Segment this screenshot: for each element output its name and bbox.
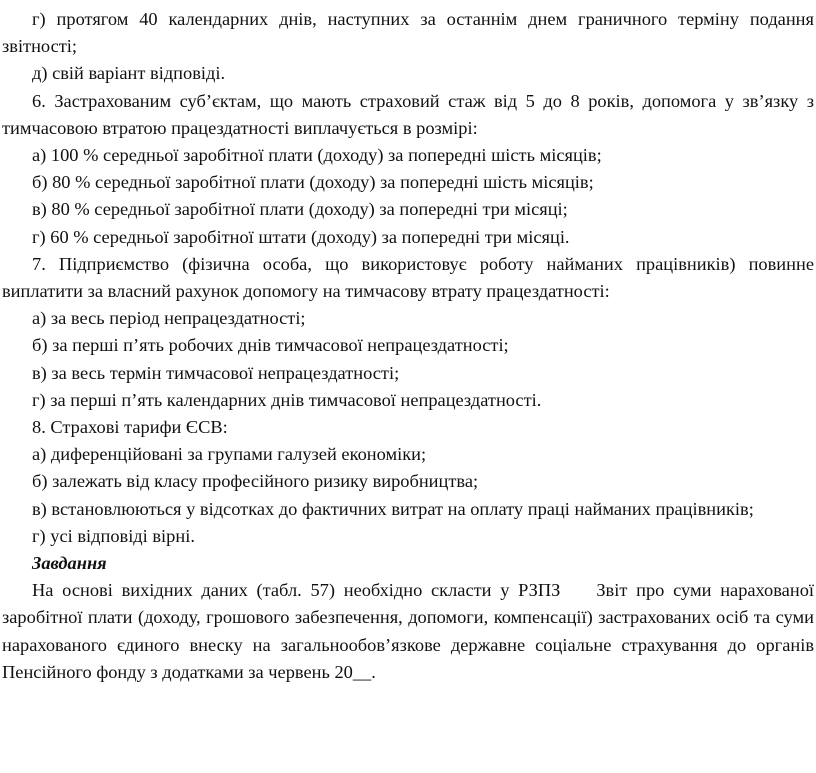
question-6-option-b: б) 80 % середньої заробітної плати (доходу) за попередні шість місяців; (32, 172, 594, 193)
document-page (2, 6, 814, 686)
answer-option-d: д) свій варіант відповіді. (32, 63, 226, 84)
question-6-option-a: а) 100 % середньої заробітної плати (доходу) за попередні шість місяців; (32, 145, 602, 166)
task-text-part1: На основі вихідних даних (табл. 57) необхідно скласти у РЗПЗ (32, 580, 561, 601)
question-8-option-a: а) диференційовані за групами галузей економіки; (32, 444, 427, 465)
question-8-option-g: г) усі відповіді вірні. (32, 525, 195, 546)
question-8-option-b: б) залежать від класу професійного ризику виробництва; (32, 471, 479, 492)
question-8-option-v: в) встановлюються у відсотках до фактичних витрат на оплату праці найманих працівників; (32, 498, 754, 519)
question-7-option-a: а) за весь період непрацездатності; (32, 308, 306, 329)
question-6-option-v: в) 80 % середньої заробітної плати (доходу) за попередні три місяці; (32, 199, 568, 220)
task-text (2, 577, 814, 686)
task-text-part2: Звіт про суми нарахованої заробітної плати (доходу, грошового забезпечення, допомоги, компенсації) застрахованих осіб та суми нарахованого єдиного внеску на загальнообов’язкове державне соціальне страхування до органів Пенсійного фонду з додатками за червень 20__. (2, 580, 814, 682)
question-7-option-g: г) за перші п’ять календарних днів тимчасової непрацездатності. (32, 389, 542, 410)
question-7-option-b: б) за перші п’ять робочих днів тимчасової непрацездатності; (32, 335, 509, 356)
question-6: 6. Застрахованим суб’єктам, що мають страховий стаж від 5 до 8 років, допомога у зв’язку з тимчасовою втратою працездатності виплачується в розмірі: (2, 90, 814, 138)
question-8: 8. Страхові тарифи ЄСВ: (32, 417, 228, 438)
answer-option-g-prev: г) протягом 40 календарних днів, наступних за останнім днем граничного терміну подання звітності; (2, 9, 814, 57)
question-7-option-v: в) за весь термін тимчасової непрацездатності; (32, 362, 400, 383)
question-7: 7. Підприємство (фізична особа, що використовує роботу найманих працівників) повинне виплатити за власний рахунок допомогу на тимчасову втрату працездатності: (2, 253, 814, 302)
question-6-option-g: г) 60 % середньої заробітної штати (доходу) за попередні три місяці. (32, 226, 570, 247)
task-heading: Завдання (32, 553, 107, 574)
